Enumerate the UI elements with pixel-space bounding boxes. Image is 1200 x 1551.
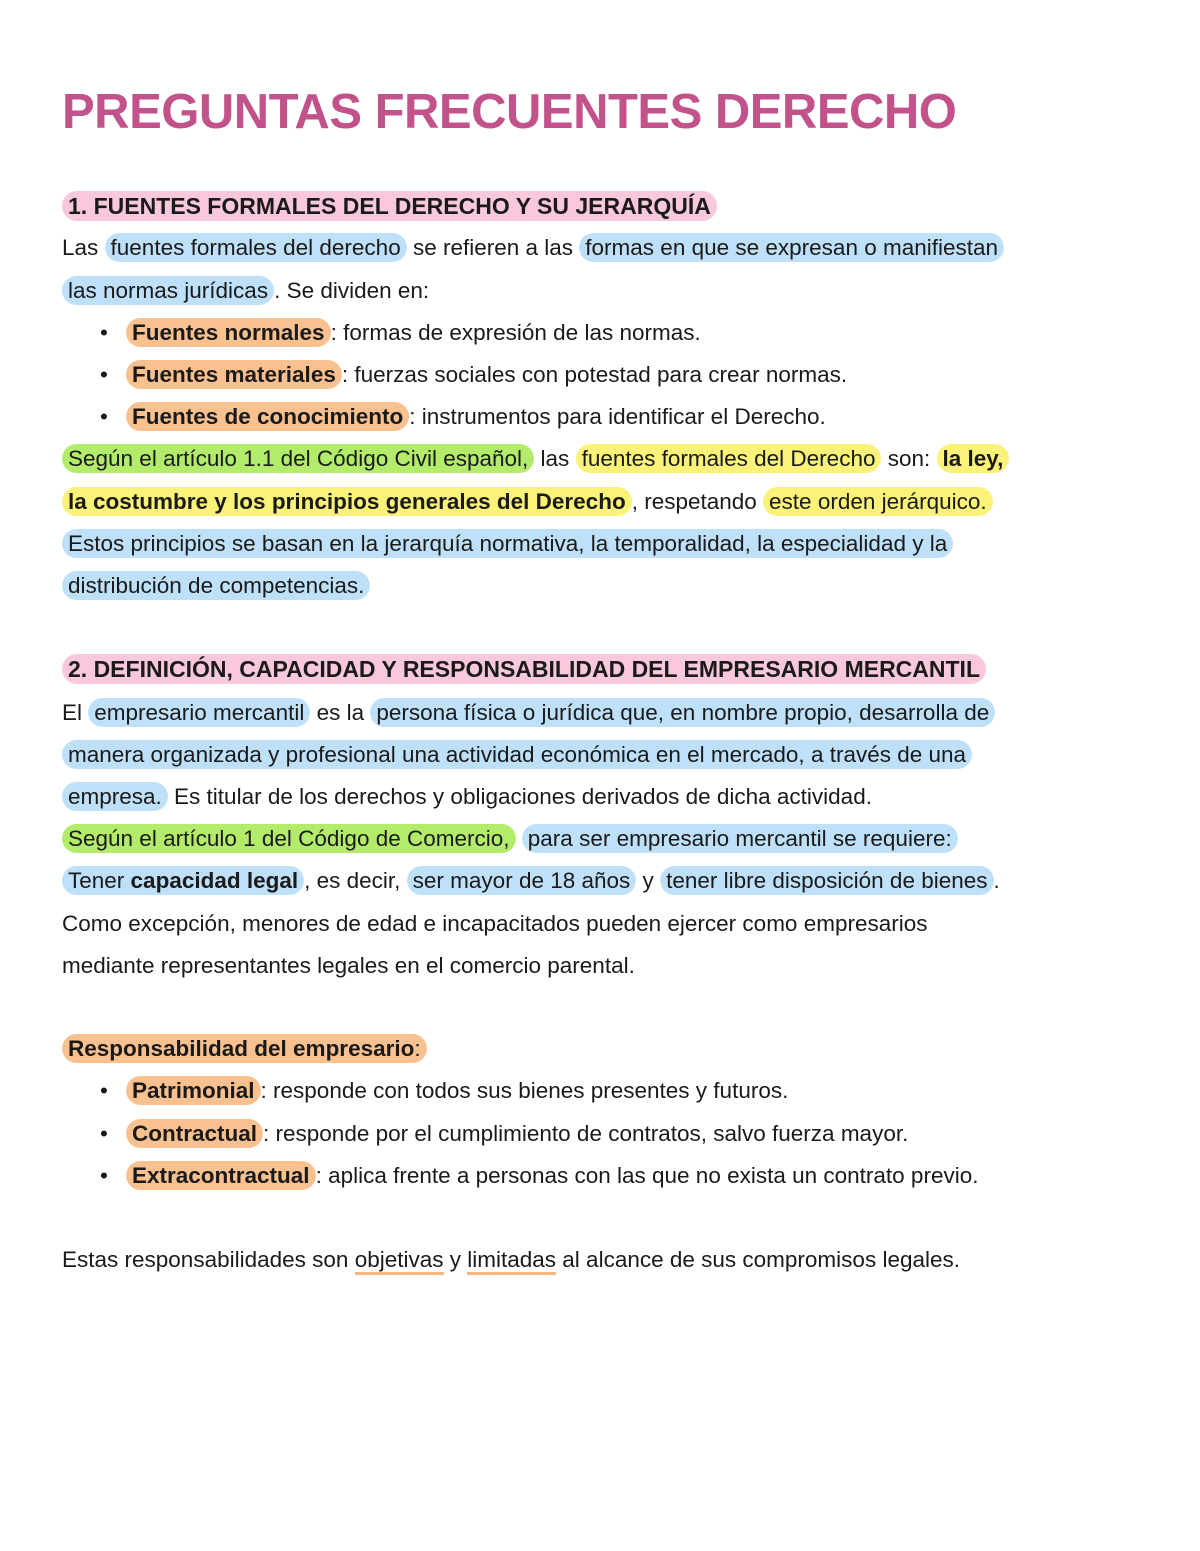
bullet-icon: • xyxy=(100,362,108,387)
section-1-heading: 1. FUENTES FORMALES DEL DERECHO Y SU JERARQUÍA xyxy=(62,190,717,222)
bullet-icon: • xyxy=(100,1121,108,1146)
s1-p3-line1: Estos principios se basan en la jerarquía normativa, la temporalidad, la especialidad y la xyxy=(62,528,953,560)
bullet-icon: • xyxy=(100,1078,108,1103)
list-item: • Fuentes materiales : fuerzas sociales con potestad para crear normas. xyxy=(100,359,847,391)
list-item: • Fuentes de conocimiento : instrumentos para identificar el Derecho. xyxy=(100,401,826,433)
s1-p2-line1: Según el artículo 1.1 del Código Civil español, las fuentes formales del Derecho son: la ley, xyxy=(62,443,1009,475)
bullet-icon: • xyxy=(100,404,108,429)
section-2-heading: 2. DEFINICIÓN, CAPACIDAD Y RESPONSABILIDAD DEL EMPRESARIO MERCANTIL xyxy=(62,653,986,685)
s2-p3-line1: Como excepción, menores de edad e incapacitados pueden ejercer como empresarios xyxy=(62,911,928,936)
s1-p1-line2: las normas jurídicas . Se dividen en: xyxy=(62,275,429,307)
bullet-icon: • xyxy=(100,320,108,345)
s2-p3-line2: mediante representantes legales en el comercio parental. xyxy=(62,953,635,978)
list-item: • Contractual : responde por el cumplimiento de contratos, salvo fuerza mayor. xyxy=(100,1118,908,1150)
list-item: • Patrimonial : responde con todos sus bienes presentes y futuros. xyxy=(100,1075,788,1107)
s2-p1-line2: manera organizada y profesional una actividad económica en el mercado, a través de una xyxy=(62,739,972,771)
closing-sentence: Estas responsabilidades son objetivas y limitadas al alcance de sus compromisos legales. xyxy=(62,1244,960,1276)
page-title: PREGUNTAS FRECUENTES DERECHO xyxy=(62,85,957,139)
s1-p1-line1: Las fuentes formales del derecho se refieren a las formas en que se expresan o manifiestan xyxy=(62,232,1004,264)
s2-p2-line2: Tener capacidad legal , es decir, ser mayor de 18 años y tener libre disposición de bienes . xyxy=(62,865,1000,897)
s2-p2-line1: Según el artículo 1 del Código de Comercio, para ser empresario mercantil se requiere: xyxy=(62,823,958,855)
s1-p3-line2: distribución de competencias. xyxy=(62,570,370,602)
list-item: • Fuentes normales : formas de expresión de las normas. xyxy=(100,317,701,349)
s2-p1-line1: El empresario mercantil es la persona física o jurídica que, en nombre propio, desarrolla de xyxy=(62,697,995,729)
list-item: • Extracontractual : aplica frente a personas con las que no exista un contrato previo. xyxy=(100,1160,978,1192)
s1-p2-line2: la costumbre y los principios generales del Derecho , respetando este orden jerárquico. xyxy=(62,486,993,518)
responsibility-heading: Responsabilidad del empresario: xyxy=(62,1033,427,1065)
s2-p1-line3: empresa. Es titular de los derechos y obligaciones derivados de dicha actividad. xyxy=(62,781,872,813)
bullet-icon: • xyxy=(100,1163,108,1188)
